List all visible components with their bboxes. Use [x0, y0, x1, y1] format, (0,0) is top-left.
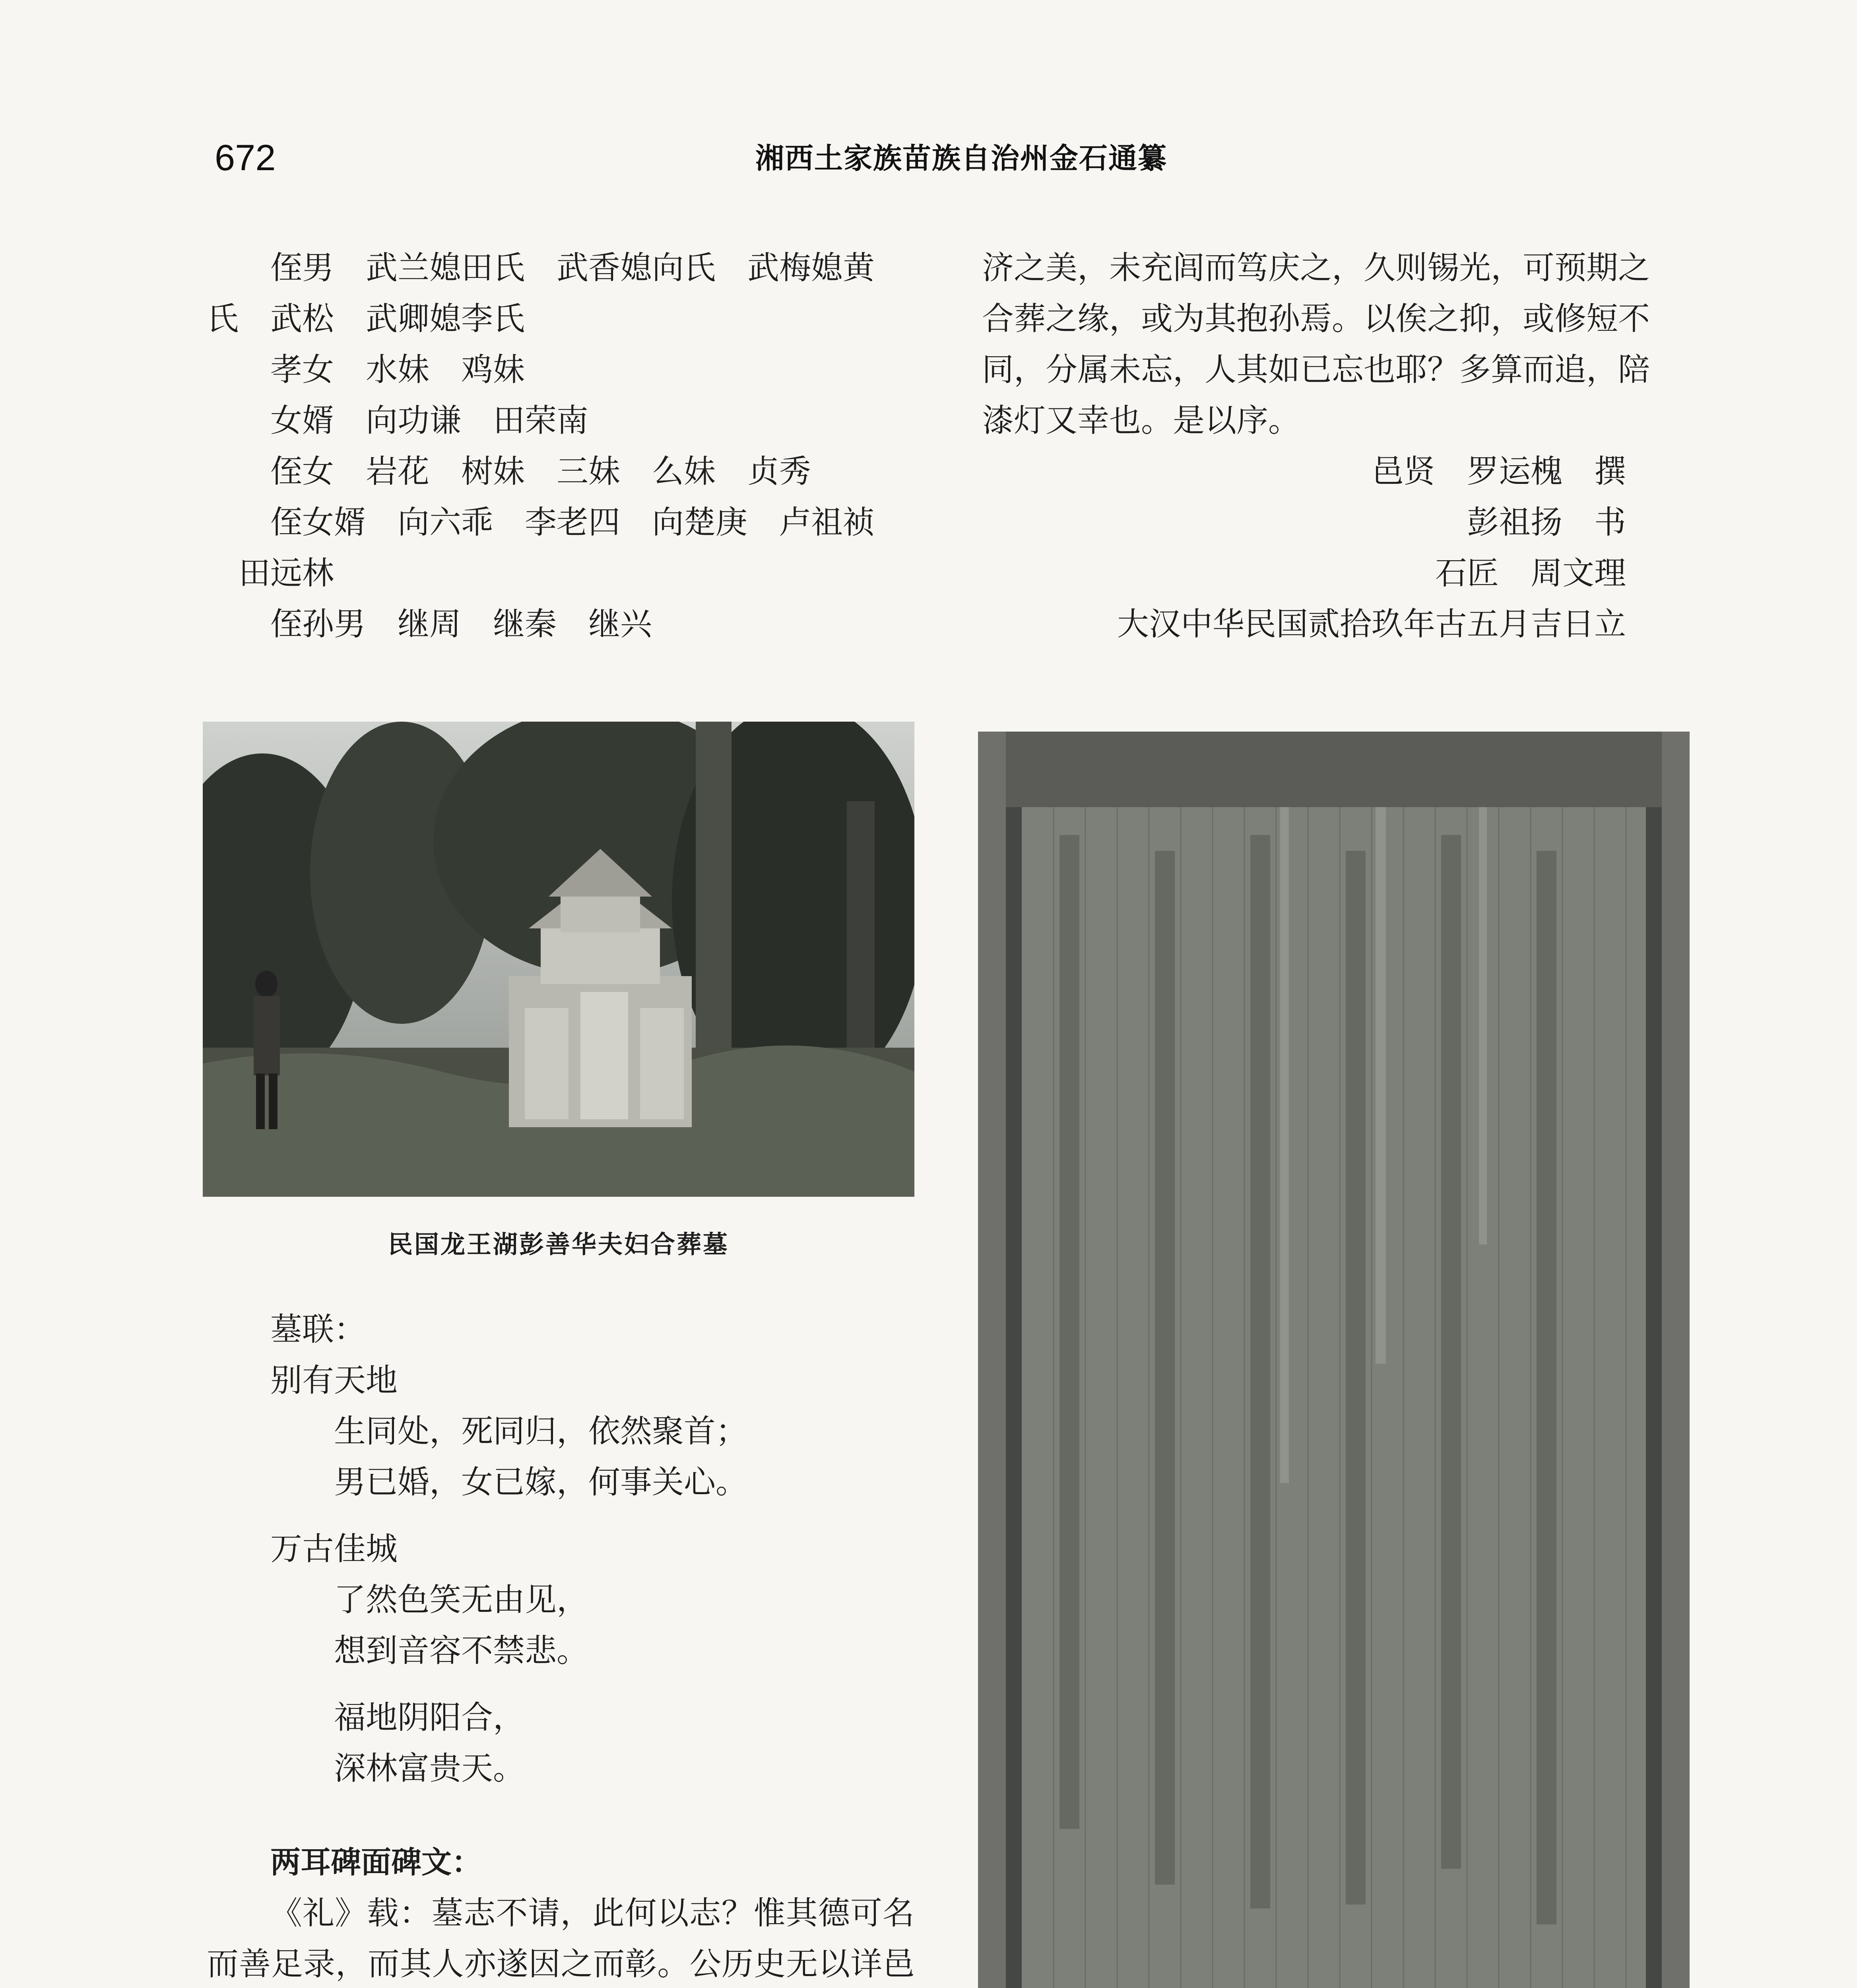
epitaph-ending: [982, 243, 1698, 650]
couplet-title: 万古佳城: [270, 1530, 398, 1567]
epitaph-stone-drawing: [978, 732, 1690, 1988]
list-line: 女婿 向功谦 田荣南: [270, 402, 588, 439]
list-line: 侄男 武兰媳田氏 武香媳向氏 武梅媳黄: [270, 249, 875, 286]
list-line: 侄女婿 向六乖 李老四 向楚庚 卢祖祯: [270, 504, 875, 541]
epitaph-line: 合葬之缘，或为其抱孙焉。以俟之抑，或修短不: [982, 300, 1650, 337]
list-line: 侄女 岩花 树妹 三妹 么妹 贞秀: [270, 453, 811, 490]
list-line: 孝女 水妹 鸡妹: [270, 351, 525, 388]
family-list: [207, 243, 922, 650]
couplet-line: 了然色笑无由见，: [334, 1581, 588, 1618]
list-line: 氏 武松 武卿媳李氏: [207, 300, 525, 337]
couplet-line: 福地阴阳合，: [334, 1699, 525, 1736]
signature-line: 邑贤 罗运槐 撰: [1372, 453, 1626, 490]
signature-line: 石匠 周文理: [1435, 555, 1626, 592]
couplets-section: [207, 1304, 922, 1794]
signature-line: 彭祖扬 书: [1467, 504, 1626, 541]
couplet-line: 男已婚，女已嫁，何事关心。: [334, 1464, 747, 1501]
couplet-title: 别有天地: [270, 1362, 398, 1399]
stele-heading: 两耳碑面碑文：: [270, 1844, 482, 1880]
list-line: 田远林: [239, 555, 334, 592]
stele-body: 《礼》载：墓志不请，此何以志？惟其德可名而善足录，而其人亦遂因之而彰。公历史无以详邑: [207, 1895, 914, 1982]
list-line: 侄孙男 继周 继秦 继兴: [270, 606, 652, 643]
couplet-line: 生同处，死同归，依然聚首；: [334, 1413, 747, 1450]
epitaph-line: 漆灯又幸也。是以序。: [982, 402, 1300, 439]
book-title: 湘西土家族苗族自治州金石通纂: [755, 142, 1168, 175]
epitaph-stone-photo: [978, 732, 1690, 1988]
tomb-photo-caption: 民国龙王湖彭善华夫妇合葬墓: [388, 1230, 729, 1259]
couplet-line: 想到音容不禁悲。: [334, 1632, 588, 1669]
stele-inscription: [207, 1837, 914, 1988]
couplets-heading: 墓联：: [270, 1311, 366, 1348]
tomb-photo: [203, 722, 914, 1197]
signature-line: 大汉中华民国贰拾玖年古五月吉日立: [1117, 606, 1626, 643]
couplet-line: 深林富贵天。: [334, 1750, 525, 1787]
page-number: 672: [215, 138, 276, 178]
epitaph-line: 济之美，未充闾而笃庆之，久则锡光，可预期之: [982, 249, 1650, 286]
epitaph-line: 同，分属未忘，人其如已忘也耶？多算而追，陪: [982, 351, 1650, 388]
tomb-photo-drawing: [203, 722, 914, 1197]
